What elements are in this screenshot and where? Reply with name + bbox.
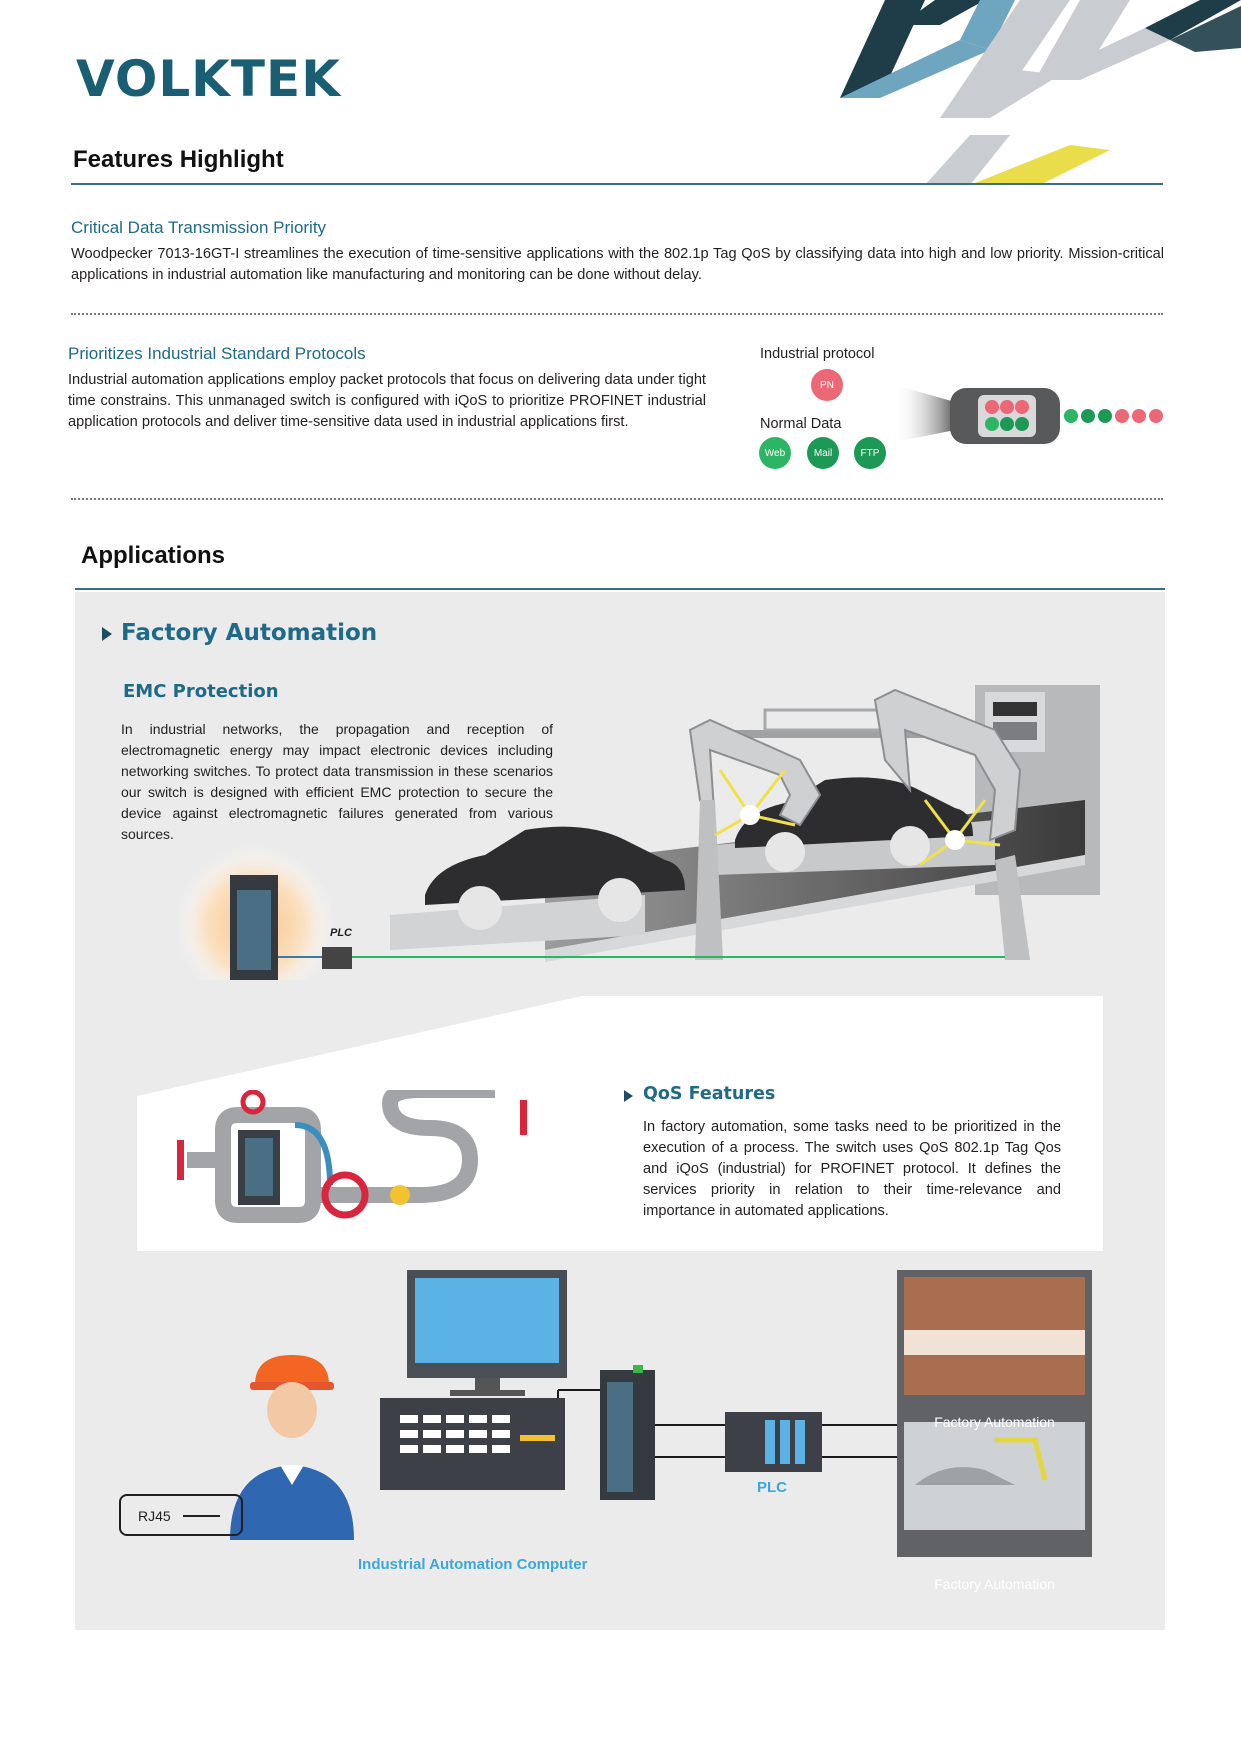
emc-protection-body: In industrial networks, the propagation and reception of electromagnetic energy may impact electronic devices including networking switches. To protect data transmission in these scenarios our switch is designed with efficient EMC protection to secure the device against electromagnetic failures generated from various sources. xyxy=(121,721,553,842)
pipeline-illustration xyxy=(175,1090,535,1250)
normal-data-label: Normal Data xyxy=(760,416,842,432)
ftp-data-circle: FTP xyxy=(854,437,886,469)
applications-title: Applications xyxy=(81,542,226,569)
features-highlight-title: Features Highlight xyxy=(73,146,284,173)
dotted-divider xyxy=(71,313,1163,315)
web-data-circle: Web xyxy=(759,437,791,469)
network-diagram xyxy=(115,1270,1115,1610)
protocols-body: Industrial automation applications employ packet protocols that focus on delivering data under tight time constrains. This unmanaged switch is configured with iQoS to prioritize PROFINET industrial application protocols and deliver time-sensitive data used in industrial applications first. xyxy=(68,372,706,430)
rj45-legend-label: RJ45 xyxy=(138,1508,171,1524)
decorative-corner-graphic xyxy=(840,0,1241,190)
qos-arrow-icon xyxy=(624,1090,633,1102)
applications-title-rule xyxy=(75,588,1165,590)
mail-data-circle: Mail xyxy=(807,437,839,469)
protocols-heading: Prioritizes Industrial Standard Protocols xyxy=(68,344,366,363)
qos-features-body: In factory automation, some tasks need to be prioritized in the execution of a process. The switch uses QoS 802.1p Tag Qos and iQoS (industrial) for PROFINET protocol. It defines the services priority in relation to their time-relevance and importance in automated applications. xyxy=(643,1119,1061,1219)
photo-caption-bottom: Factory Automation xyxy=(934,1576,1055,1592)
critical-data-heading: Critical Data Transmission Priority xyxy=(71,218,327,237)
photo-caption-top: Factory Automation xyxy=(934,1414,1055,1430)
factory-automation-arrow-icon xyxy=(102,627,112,641)
plc-label: PLC xyxy=(757,1479,787,1496)
plc-tag-label: PLC xyxy=(330,927,352,939)
critical-data-body: Woodpecker 7013-16GT-I streamlines the execution of time-sensitive applications with the 802.1p Tag QoS by classifying data into high and low priority. Mission-critical applications in industrial automation like manufacturing and monitoring can be done without delay. xyxy=(71,246,1164,283)
qos-features-title: QoS Features xyxy=(643,1084,776,1104)
volktek-logo: VOLKTEK xyxy=(76,50,341,108)
features-title-rule xyxy=(71,183,1163,185)
pn-protocol-circle: PN xyxy=(811,369,843,401)
factory-line-illustration xyxy=(175,650,1115,980)
factory-automation-title: Factory Automation xyxy=(121,620,378,646)
industrial-protocol-label: Industrial protocol xyxy=(760,346,875,362)
priority-queue-graphic xyxy=(880,380,1165,450)
industrial-computer-label: Industrial Automation Computer xyxy=(358,1556,588,1573)
dotted-divider-2 xyxy=(71,498,1163,500)
emc-protection-title: EMC Protection xyxy=(123,681,279,702)
